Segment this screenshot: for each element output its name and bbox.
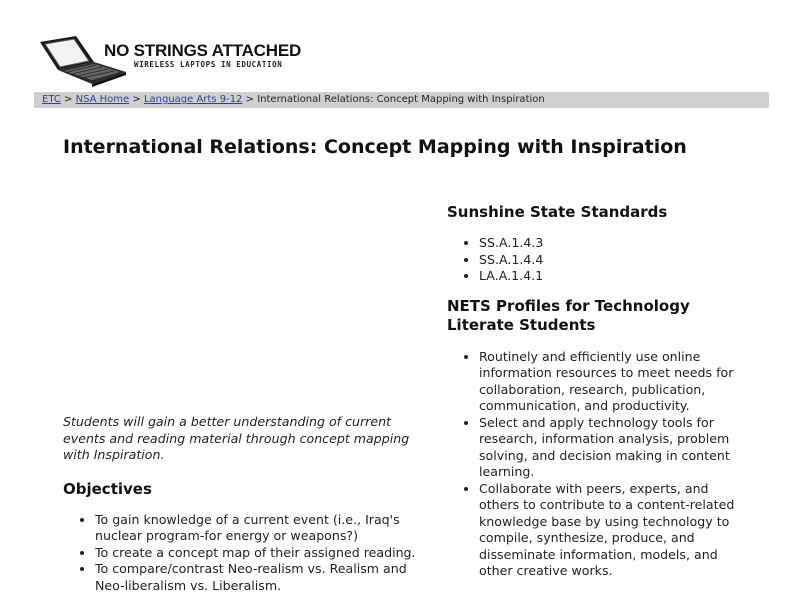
logo-title: NO STRINGS ATTACHED [104, 41, 302, 60]
breadcrumb [34, 92, 769, 108]
breadcrumb-separator: > [245, 94, 255, 105]
list-item: • To compare/contrast Neo-realism vs. Realism and Neo-liberalism vs. Liberalism. [95, 561, 423, 594]
breadcrumb-separator: > [132, 94, 141, 105]
list-item: • LA.A.1.4.1 [479, 268, 747, 285]
list-item: • Select and apply technology tools for research, information analysis, problem solving, and decision making in content learning. [479, 415, 747, 481]
list-item: • Routinely and efficiently use online information resources to meet needs for collaboration, research, publication, communication, and productivity. [479, 349, 747, 415]
breadcrumb-link-etc[interactable]: ETC [42, 94, 61, 105]
objectives-column [63, 414, 423, 594]
page-title: International Relations: Concept Mapping with Inspiration [63, 136, 687, 158]
standards-list [447, 235, 747, 285]
objectives-heading: Objectives [63, 479, 152, 498]
list-item: • To gain knowledge of a current event (i.e., Iraq's nuclear program-for energy or weapons?) [95, 512, 423, 545]
standards-heading: Sunshine State Standards [447, 203, 668, 221]
list-item: • SS.A.1.4.4 [479, 252, 747, 269]
list-item: • To create a concept map of their assigned reading. [95, 545, 423, 562]
list-item: • Collaborate with peers, experts, and others to contribute to a content-related knowledge base by using technology to compile, synthesize, produce, and disseminate information, models, and other creative works. [479, 481, 747, 580]
standards-column [447, 203, 747, 580]
intro-text: Students will gain a better understanding of current events and reading material through concept mapping with Inspiration. [63, 414, 410, 462]
breadcrumb-link-language-arts[interactable]: Language Arts 9-12 [143, 94, 243, 105]
breadcrumb-link-nsa-home[interactable]: NSA Home [75, 94, 130, 105]
nets-list [447, 349, 747, 580]
objectives-list [63, 512, 423, 595]
site-logo[interactable] [36, 32, 316, 88]
breadcrumb-current: International Relations: Concept Mapping with Inspiration [257, 94, 545, 105]
logo-subtitle: WIRELESS LAPTOPS IN EDUCATION [134, 60, 283, 69]
nets-heading: NETS Profiles for Technology Literate Students [447, 296, 690, 334]
list-item: • SS.A.1.4.3 [479, 235, 747, 252]
breadcrumb-separator: > [64, 94, 73, 105]
